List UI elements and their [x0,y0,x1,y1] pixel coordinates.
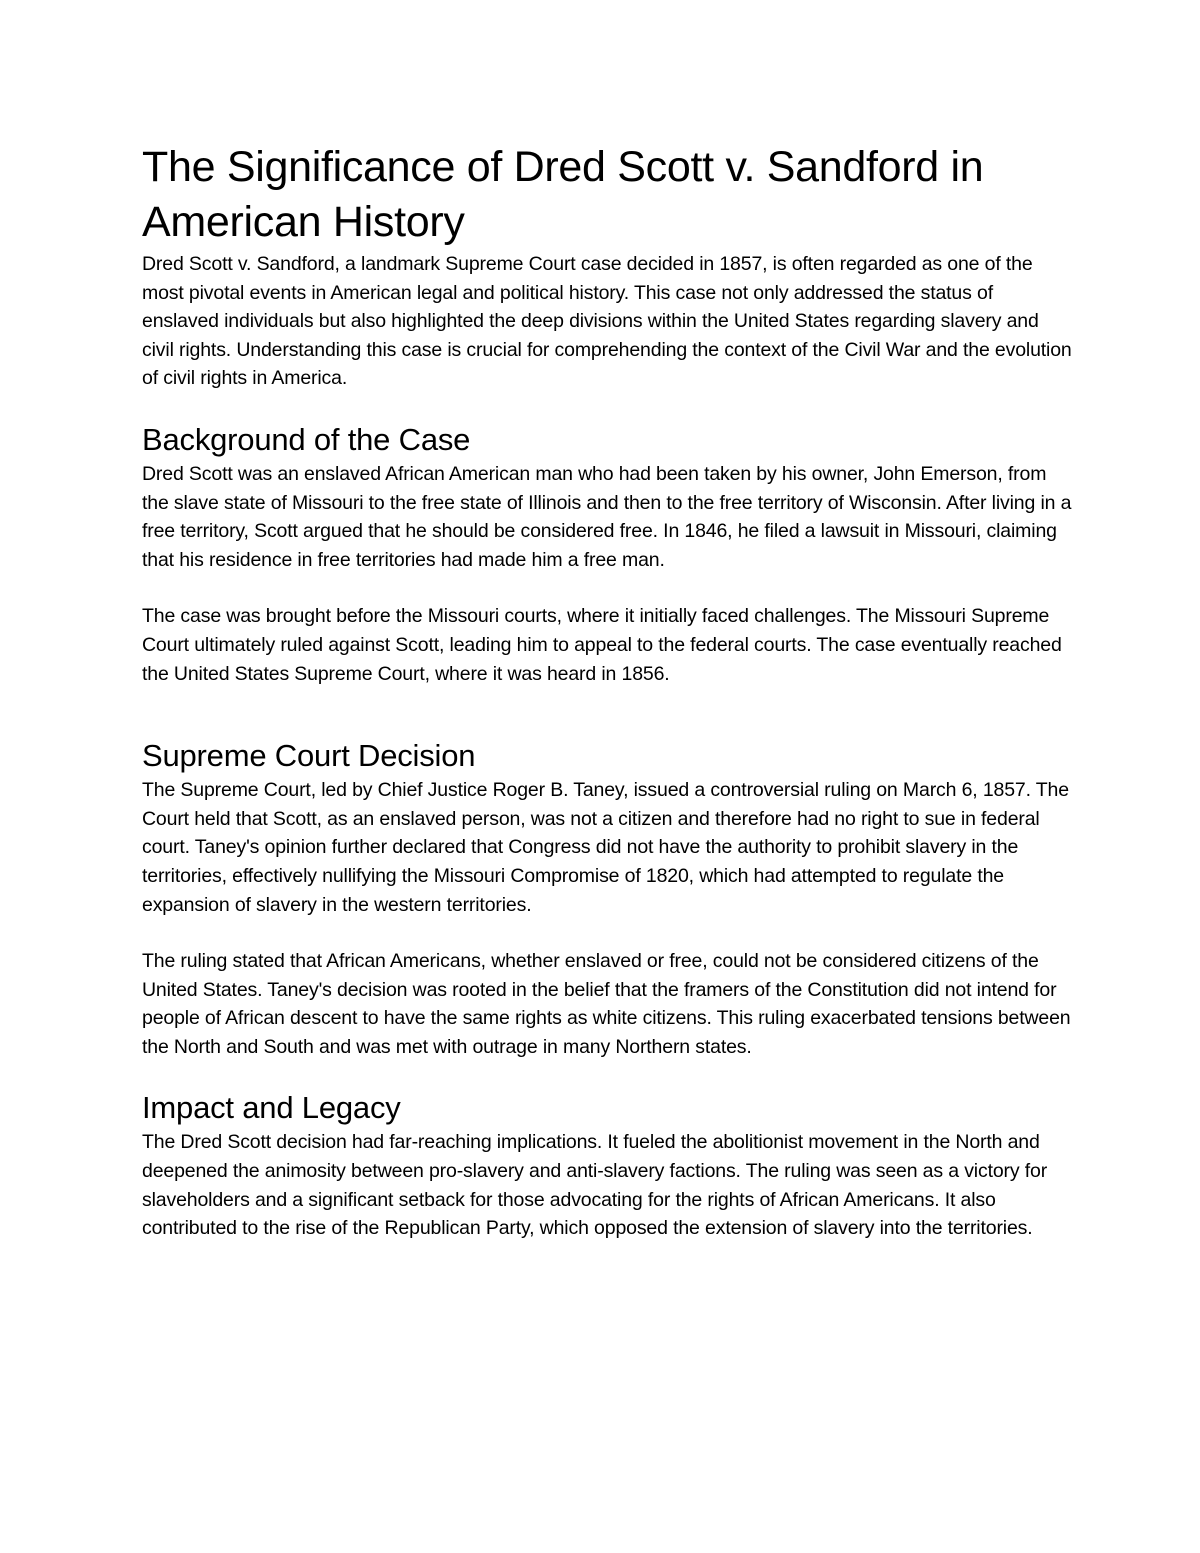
paragraph-decision-1: The Supreme Court, led by Chief Justice Roger B. Taney, issued a controversial ruling on March 6, 1857. The Court held that Scott, as an enslaved person, was not a citizen and therefore had no right to sue in federal court. Taney's opinion further declared that Congress did not have the authority to prohibit slavery in the territories, effectively nullifying the Missouri Compromise of 1820, which had attempted to regulate the expansion of slavery in the western territories. [142,779,1069,916]
paragraph-background-2: The case was brought before the Missouri courts, where it initially faced challenges. The Missouri Supreme Court ultimately ruled against Scott, leading him to appeal to the federal courts. The case eventually reached the United States Supreme Court, where it was heard in 1856. [142,605,1062,685]
spacer [142,688,1072,736]
spacer [142,393,1072,420]
spacer [142,574,1072,602]
intro-paragraph: Dred Scott v. Sandford, a landmark Supreme Court case decided in 1857, is often regarded as one of the most pivotal events in American legal and political history. This case not only addressed the status of enslaved individuals but also highlighted the deep divisions within the United States regarding slavery and civil rights. Understanding this case is crucial for comprehending the context of the Civil War and the evolution of civil rights in America. [142,253,1072,390]
section-heading-decision: Supreme Court Decision [142,738,476,774]
section-heading-impact: Impact and Legacy [142,1090,401,1126]
spacer [142,1061,1072,1088]
spacer [142,919,1072,947]
paragraph-decision-2: The ruling stated that African Americans, whether enslaved or free, could not be considered citizens of the United States. Taney's decision was rooted in the belief that the framers of the Constitution did not intend for people of African descent to have the same rights as white citizens. This ruling exacerbated tensions between the North and South and was met with outrage in many Northern states. [142,950,1071,1058]
section-heading-background: Background of the Case [142,421,471,457]
paragraph-impact-1: The Dred Scott decision had far-reaching implications. It fueled the abolitionist movement in the North and deepened the animosity between pro-slavery and anti-slavery factions. The ruling was seen as a victory for slaveholders and a significant setback for those advocating for the rights of African Americans. It also contributed to the rise of the Republican Party, which opposed the extension of slavery into the territories. [142,1131,1048,1240]
paragraph-background-1: Dred Scott was an enslaved African American man who had been taken by his owner, John Emerson, from the slave state of Missouri to the free state of Illinois and then to the free territory of Wisconsin. After living in a free territory, Scott argued that he should be considered free. In 1846, he filed a lawsuit in Missouri, claiming that his residence in free territories had made him a free man. [142,462,1072,571]
document-title: The Significance of Dred Scott v. Sandford in American History [142,143,984,246]
document-body [142,140,1072,1243]
